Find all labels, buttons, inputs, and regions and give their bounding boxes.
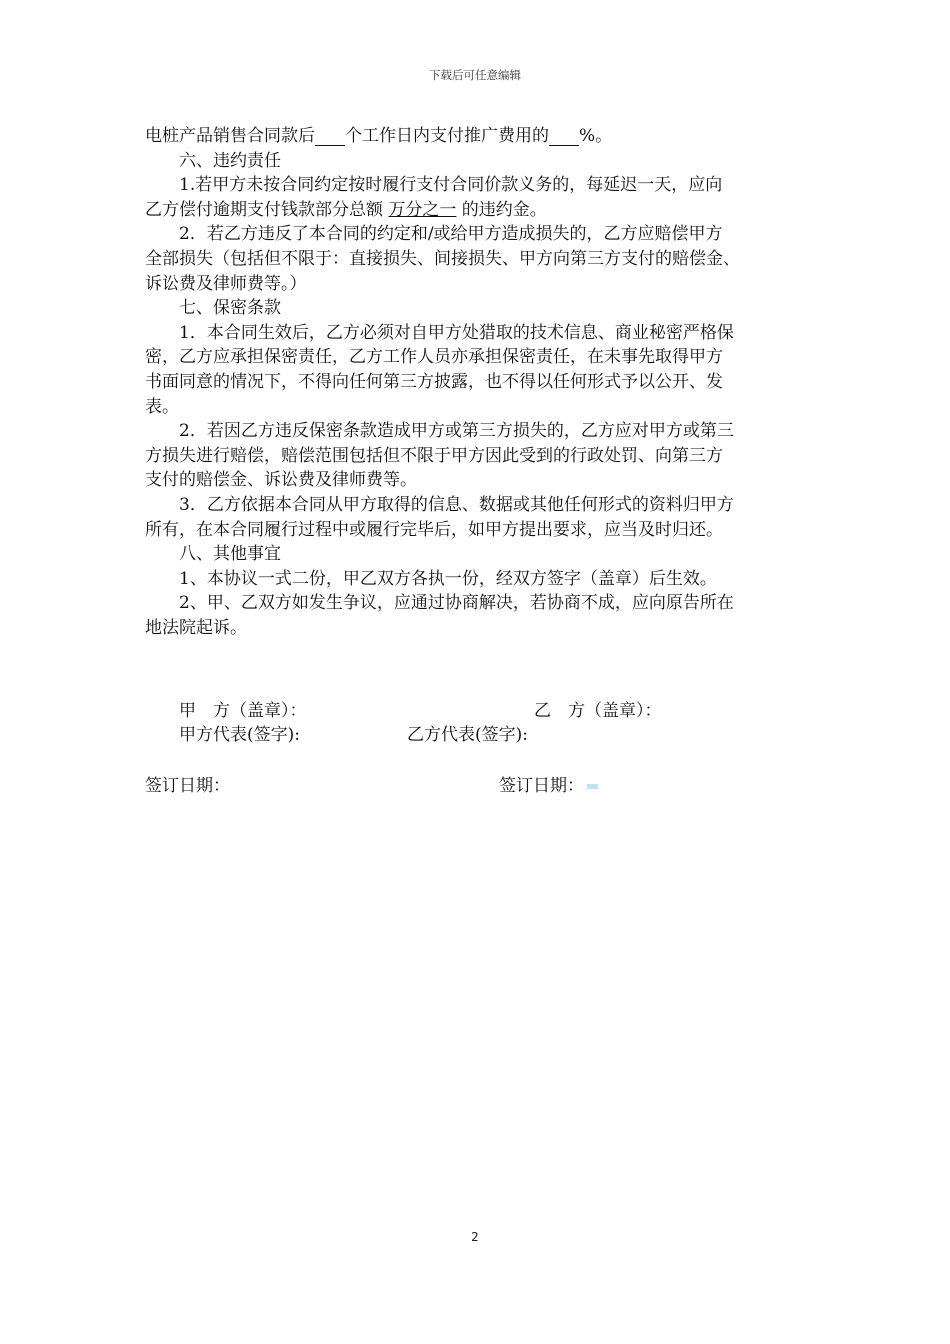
paragraph-line: 2．若乙方违反了本合同的约定和/或给甲方造成损失的，乙方应赔偿甲方 <box>179 224 723 245</box>
party-b-rep-label: 乙方代表(签字): <box>407 725 528 745</box>
penalty-text: 的违约金。 <box>456 199 547 220</box>
paragraph-line: 地法院起诉。 <box>145 617 247 638</box>
paragraph-line: 方损失进行赔偿，赔偿范围包括但不限于甲方因此受到的行政处罚、向第三方 <box>145 445 723 466</box>
paragraph-line: 1、本协议一式二份，甲乙双方各执一份，经双方签字（盖章）后生效。 <box>179 568 717 589</box>
payment-term-text: 个工作日内支付推广费用的 <box>345 126 549 146</box>
paragraph-line: 诉讼费及律师费等。） <box>145 273 307 294</box>
party-a-rep-label: 甲方代表(签字): <box>179 725 300 745</box>
section-heading-breach: 六、违约责任 <box>179 150 281 171</box>
paragraph-line: 2、甲、乙双方如发生争议，应通过协商解决，若协商不成，应向原告所在 <box>179 593 734 614</box>
highlight-mark <box>587 784 598 789</box>
paragraph-line: 书面同意的情况下，不得向任何第三方披露，也不得以任何形式予以公开、发 <box>145 371 723 392</box>
penalty-rate: 万分之一 <box>388 199 457 220</box>
section-heading-confidentiality: 七、保密条款 <box>179 298 281 319</box>
page-number: 2 <box>471 1230 479 1244</box>
paragraph-line: 所有，在本合同履行过程中或履行完毕后，如甲方提出要求，应当及时归还。 <box>145 519 723 540</box>
party-b-date-label: 签订日期： <box>499 776 584 796</box>
party-a-seal-label: 甲 方（盖章）： <box>179 701 307 721</box>
paragraph-line: 支付的赔偿金、诉讼费及律师费等。 <box>145 470 417 491</box>
party-b-date-row <box>499 774 598 798</box>
percent-blank <box>549 127 579 146</box>
paragraph-line: 1．本合同生效后，乙方必须对自甲方处猎取的技术信息、商业秘密严格保 <box>179 322 734 343</box>
paragraph-line: 全部损失（包括但不限于：直接损失、间接损失、甲方向第三方支付的赔偿金、 <box>145 248 740 269</box>
paragraph-line: 2．若因乙方违反保密条款造成甲方或第三方损失的，乙方应对甲方或第三 <box>179 421 734 442</box>
contract-body <box>145 124 810 640</box>
section-heading-other: 八、其他事宜 <box>179 544 281 565</box>
penalty-line <box>145 198 810 223</box>
party-a-date-label: 签订日期： <box>145 776 230 796</box>
page-header: 下载后可任意编辑 <box>429 68 521 82</box>
paragraph-line: 3．乙方依据本合同从甲方取得的信息、数据或其他任何形式的资料归甲方 <box>179 494 734 515</box>
paragraph-line: 表。 <box>145 396 179 417</box>
percent-sign: %。 <box>579 126 613 146</box>
paragraph-line: 密，乙方应承担保密责任，乙方工作人员亦承担保密责任，在未事先取得甲方 <box>145 347 723 368</box>
payment-term-text: 电桩产品销售合同款后 <box>145 126 315 146</box>
penalty-text: 乙方偿付逾期支付钱款部分总额 <box>145 199 389 220</box>
party-b-seal-label: 乙 方（盖章）： <box>534 701 662 721</box>
paragraph-line: 1.若甲方未按合同约定按时履行支付合同价款义务的，每延迟一天，应向 <box>179 175 723 196</box>
payment-term-line <box>145 124 810 149</box>
workdays-blank <box>315 127 345 146</box>
